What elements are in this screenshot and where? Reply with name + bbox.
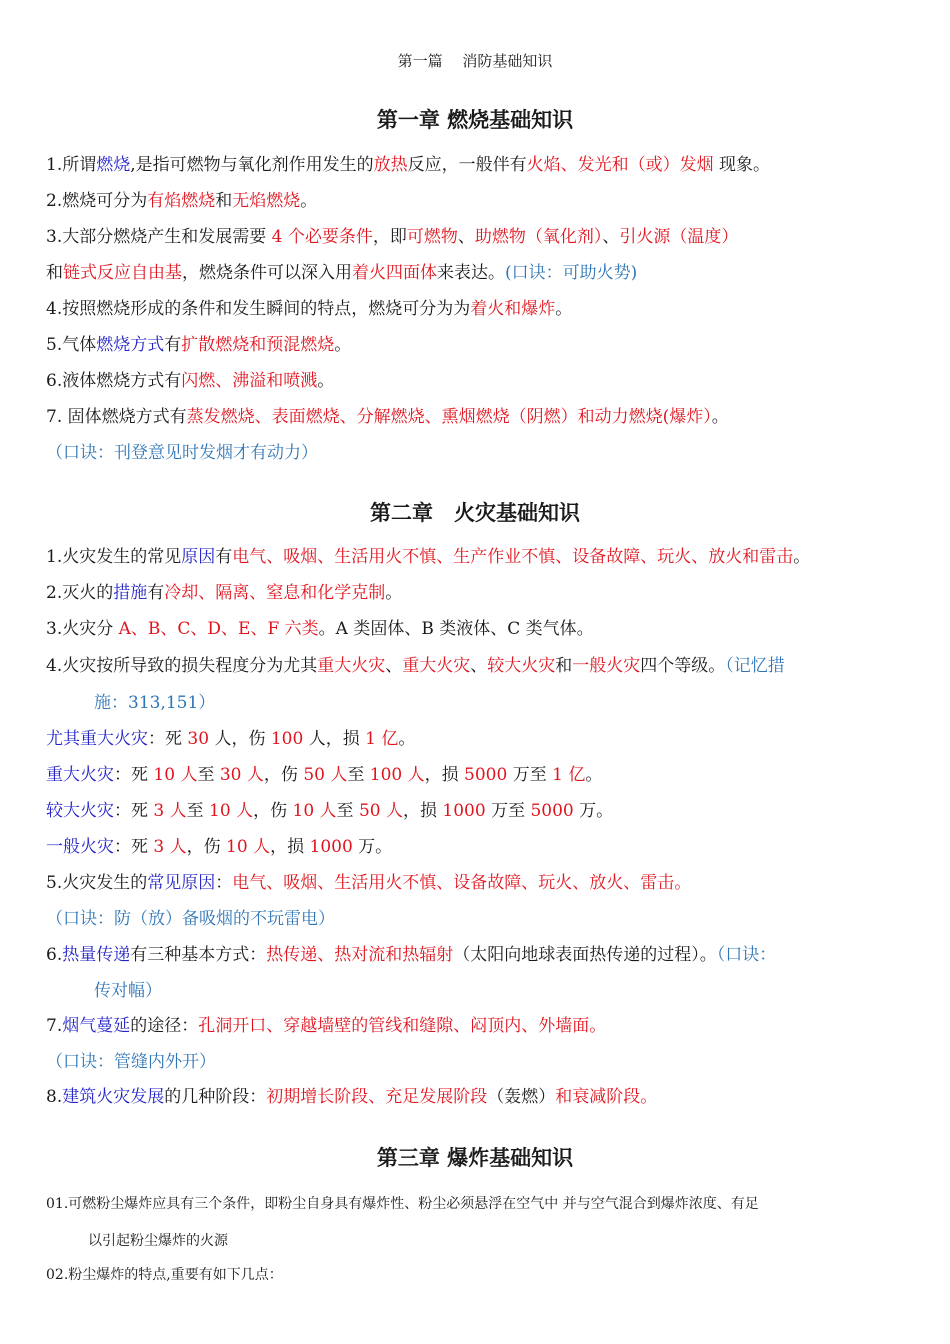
part-title: 第一篇 消防基础知识 (397, 52, 553, 70)
ch1-item-5: 5.气体燃烧方式有扩散燃烧和预混燃烧。 (46, 335, 352, 355)
ch1-item-3: 3.大部分燃烧产生和发展需要 4 个必要条件，即可燃物、助燃物（氧化剂）、引火源（温度） (46, 227, 739, 247)
ch2-item-4-mnemonic: 施：313,151） (94, 693, 216, 713)
ch2-level-general: 一般火灾：死 3 人，伤 10 人，损 1000 万。 (46, 837, 393, 857)
ch2-item-7-mnemonic: （口诀：管缝内外开） (46, 1052, 216, 1072)
ch1-item-4: 4.按照燃烧形成的条件和发生瞬间的特点，燃烧可分为为着火和爆炸。 (46, 299, 573, 319)
ch2-item-4: 4.火灾按所导致的损失程度分为尤其重大火灾、重大火灾、较大火灾和一般火灾四个等级。（记忆措 (46, 656, 785, 676)
chapter-3-title: 第三章 爆炸基础知识 (376, 1145, 574, 1170)
ch1-item-6: 6.液体燃烧方式有闪燃、沸溢和喷溅。 (46, 371, 335, 391)
ch2-item-2: 2.灭火的措施有冷却、隔离、窒息和化学克制。 (46, 583, 403, 603)
ch1-item-3-cont: 和链式反应自由基，燃烧条件可以深入用着火四面体来表达。(口诀：可助火势) (46, 263, 638, 283)
ch2-level-larger: 较大火灾：死 3 人至 10 人，伤 10 人至 50 人，损 1000 万至 5000 万。 (46, 801, 614, 821)
ch2-level-major: 重大火灾：死 10 人至 30 人，伤 50 人至 100 人，损 5000 万至 1 亿。 (46, 765, 603, 785)
ch1-item-7: 7. 固体燃烧方式有蒸发燃烧、表面燃烧、分解燃烧、熏烟燃烧（阴燃）和动力燃烧(爆炸）。 (46, 407, 729, 427)
ch2-item-8: 8.建筑火灾发展的几种阶段：初期增长阶段、充足发展阶段（轰燃）和衰减阶段。 (46, 1087, 658, 1107)
ch2-item-7: 7.烟气蔓延的途径：孔洞开口、穿越墙壁的管线和缝隙、闷顶内、外墙面。 (46, 1016, 607, 1036)
ch1-item-2: 2.燃烧可分为有焰燃烧和无焰燃烧。 (46, 191, 318, 211)
ch2-item-3: 3.火灾分 A、B、C、D、E、F 六类。A 类固体、B 类液体、C 类气体。 (46, 619, 594, 639)
ch2-item-5: 5.火灾发生的常见原因：电气、吸烟、生活用火不慎、设备故障、玩火、放火、雷击。 (46, 873, 692, 893)
ch3-item-1-cont: 以引起粉尘爆炸的火源 (88, 1233, 228, 1249)
chapter-2-title: 第二章 火灾基础知识 (370, 500, 580, 525)
ch1-mnemonic: （口诀：刊登意见时发烟才有动力） (46, 443, 318, 463)
ch2-level-especially-major: 尤其重大火灾：死 30 人，伤 100 人，损 1 亿。 (46, 729, 416, 749)
ch3-item-1: 01.可燃粉尘爆炸应具有三个条件，即粉尘自身具有爆炸性、粉尘必须悬浮在空气中 并与空气混合到爆炸浓度、有足 (46, 1196, 759, 1212)
ch2-item-5-mnemonic: （口诀：防（放）备吸烟的不玩雷电） (46, 909, 335, 929)
ch2-item-1: 1.火灾发生的常见原因有电气、吸烟、生活用火不慎、生产作业不慎、设备故障、玩火、放火和雷击。 (46, 547, 811, 567)
ch1-item-1: 1.所谓燃烧,是指可燃物与氧化剂作用发生的放热反应，一般伴有火焰、发光和（或）发烟 现象。 (46, 155, 771, 175)
chapter-1-title: 第一章 燃烧基础知识 (376, 107, 574, 132)
ch2-item-6: 6.热量传递有三种基本方式：热传递、热对流和热辐射（太阳向地球表面热传递的过程）。（口诀： (46, 945, 777, 965)
ch3-item-2: 02.粉尘爆炸的特点,重要有如下几点： (46, 1267, 283, 1283)
ch2-item-6-mnemonic: 传对幅） (94, 981, 162, 1001)
